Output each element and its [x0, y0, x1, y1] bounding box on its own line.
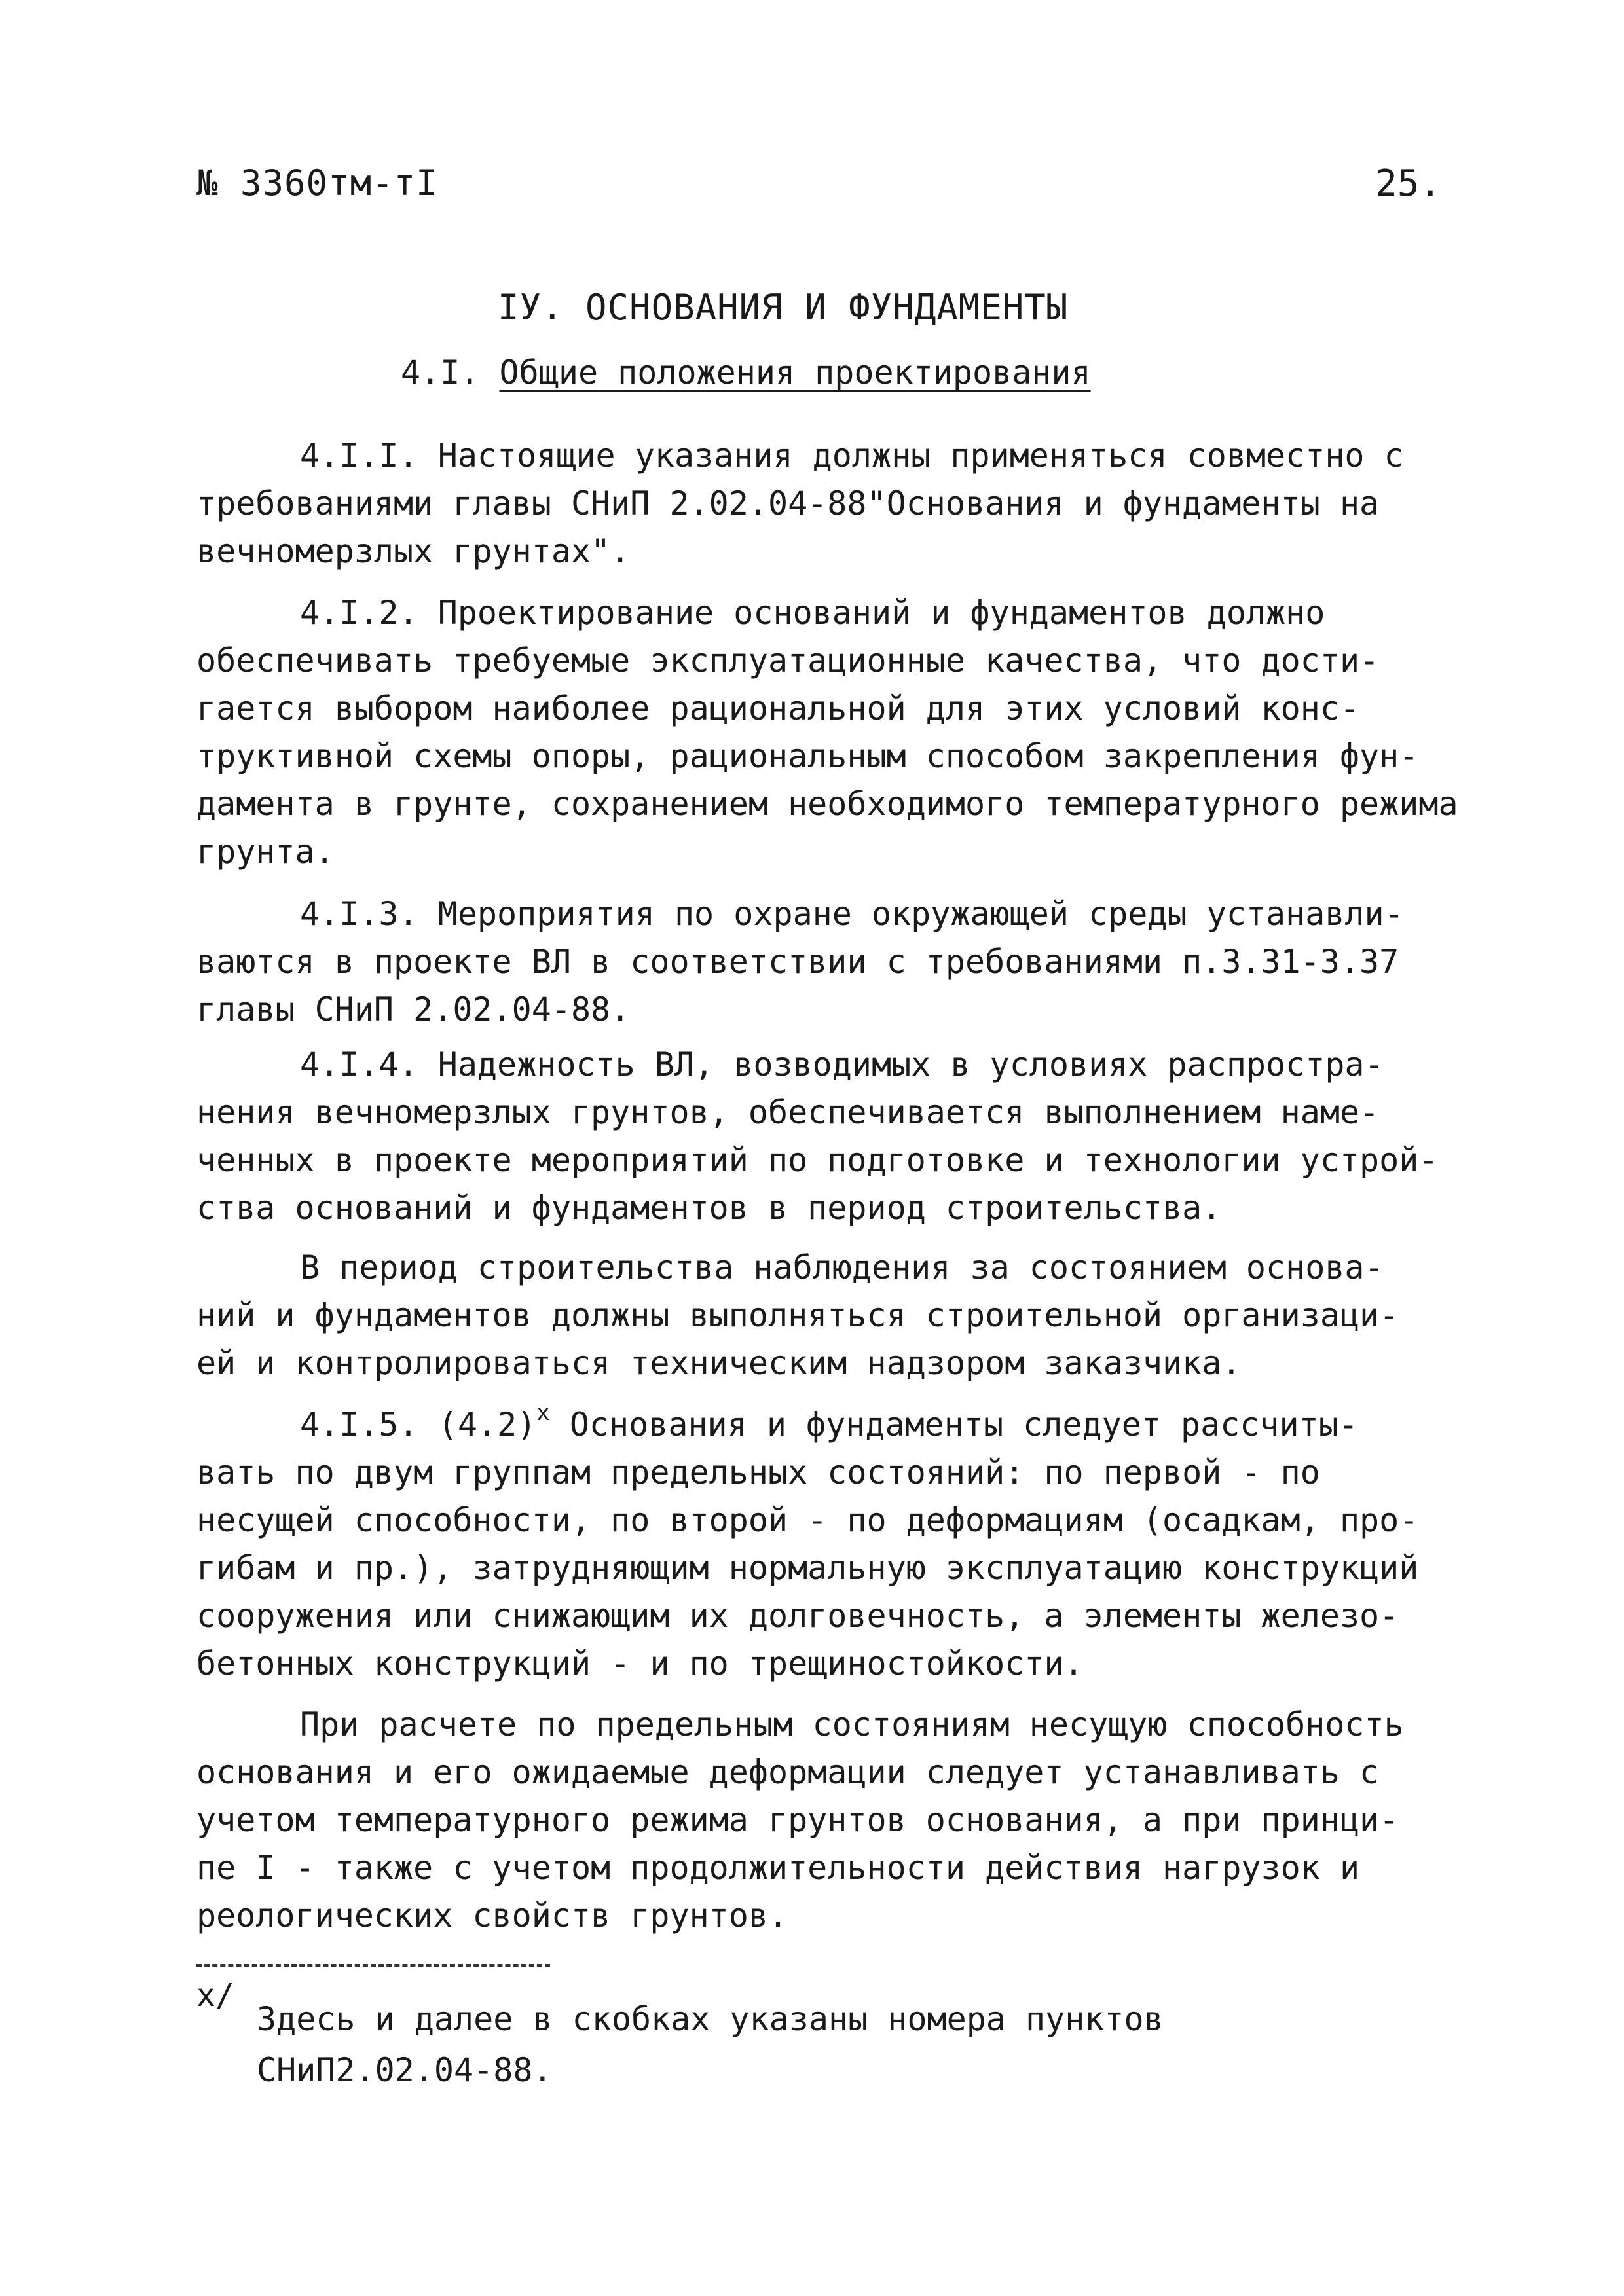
paragraph-line: вать по двум группам предельных состояний: по первой - по [196, 1453, 1320, 1491]
paragraph-line: гибам и пр.), затрудняющим нормальную эксплуатацию конструкций [196, 1549, 1419, 1587]
paragraph-line: реологических свойств грунтов. [196, 1897, 788, 1935]
paragraph-line: пе I - также с учетом продолжительности действия нагрузок и [196, 1849, 1360, 1887]
footnote-mark: x/ [196, 1977, 234, 2014]
paragraph-line: труктивной схемы опоры, рациональным способом закрепления фун- [196, 737, 1419, 775]
paragraph-line: несущей способности, по второй - по деформациям (осадкам, про- [196, 1501, 1419, 1539]
footnote-reference: x [536, 1400, 550, 1426]
paragraph-line: 4.I.2. Проектирование оснований и фундаментов должно [300, 594, 1325, 632]
paragraph-4-1-5 [196, 1401, 1441, 1688]
paragraph-number: 4.I.5. (4.2) [300, 1406, 537, 1444]
paragraph-4-1-4 [196, 1041, 1441, 1232]
subsection-heading [401, 354, 1091, 392]
paragraph-line: нения вечномерзлых грунтов, обеспечивается выполнением наме- [196, 1093, 1380, 1131]
paragraph-line: 4.I.I. Настоящие указания должны применяться совместно с [300, 437, 1404, 475]
paragraph-line: вечномерзлых грунтах". [196, 532, 631, 570]
paragraph-line: главы СНиП 2.02.04-88. [196, 991, 631, 1029]
paragraph-line: ей и контролироваться техническим надзором заказчика. [196, 1344, 1242, 1382]
footnote-line: СНиП2.02.04-88. [257, 2051, 553, 2089]
paragraph-4-1-3 [196, 890, 1441, 1034]
paragraph-line: основания и его ожидаемые деформации следует устанавливать с [196, 1753, 1380, 1791]
paragraph-line: При расчете по предельным состояниям несущую способность [300, 1705, 1404, 1743]
document-number: № 3360тм-тI [196, 162, 438, 204]
paragraph-4-1-2 [196, 589, 1458, 876]
subsection-title: Общие положения проектирования [499, 354, 1091, 392]
footnote-line: Здесь и далее в скобках указаны номера пунктов [257, 2000, 1164, 2038]
paragraph-construction-period [196, 1244, 1441, 1387]
paragraph-line-rest: Основания и фундаменты следует рассчиты- [549, 1406, 1358, 1444]
paragraph-line: обеспечивать требуемые эксплуатационные качества, что дости- [196, 642, 1380, 680]
paragraph-first-line [196, 1401, 1441, 1449]
footnote-divider [196, 1964, 550, 1967]
paragraph-line: бетонных конструкций - и по трещиностойкости. [196, 1645, 1084, 1683]
paragraph-line: В период строительства наблюдения за состоянием основа- [300, 1248, 1384, 1286]
paragraph-4-1-1 [196, 432, 1441, 575]
paragraph-line: грунта. [196, 833, 335, 871]
footnote-text [257, 1994, 1164, 2096]
paragraph-line: сооружения или снижающим их долговечность, а элементы железо- [196, 1597, 1399, 1635]
paragraph-line: ний и фундаментов должны выполняться строительной организаци- [196, 1296, 1399, 1334]
paragraph-line: ченных в проекте мероприятий по подготовке и технологии устрой- [196, 1141, 1439, 1179]
paragraph-line: ства оснований и фундаментов в период строительства. [196, 1189, 1222, 1227]
paragraph-line: гается выбором наиболее рациональной для этих условий конс- [196, 689, 1360, 727]
paragraph-line: 4.I.4. Надежность ВЛ, возводимых в условиях распростра- [300, 1046, 1384, 1084]
paragraph-line: учетом температурного режима грунтов основания, а при принци- [196, 1801, 1399, 1839]
paragraph-line: требованиями главы СНиП 2.02.04-88"Основания и фундаменты на [196, 484, 1380, 522]
paragraph-limit-state-calculation [196, 1701, 1441, 1940]
paragraph-line: дамента в грунте, сохранением необходимого температурного режима [196, 785, 1458, 823]
paragraph-line: 4.I.3. Мероприятия по охране окружающей среды устанавли- [300, 895, 1404, 933]
paragraph-line: ваются в проекте ВЛ в соответствии с требованиями п.3.31-3.37 [196, 943, 1399, 981]
section-title: IУ. ОСНОВАНИЯ И ФУНДАМЕНТЫ [498, 287, 1069, 328]
subsection-number: 4.I. [401, 354, 480, 392]
page-number: 25. [1375, 162, 1442, 205]
